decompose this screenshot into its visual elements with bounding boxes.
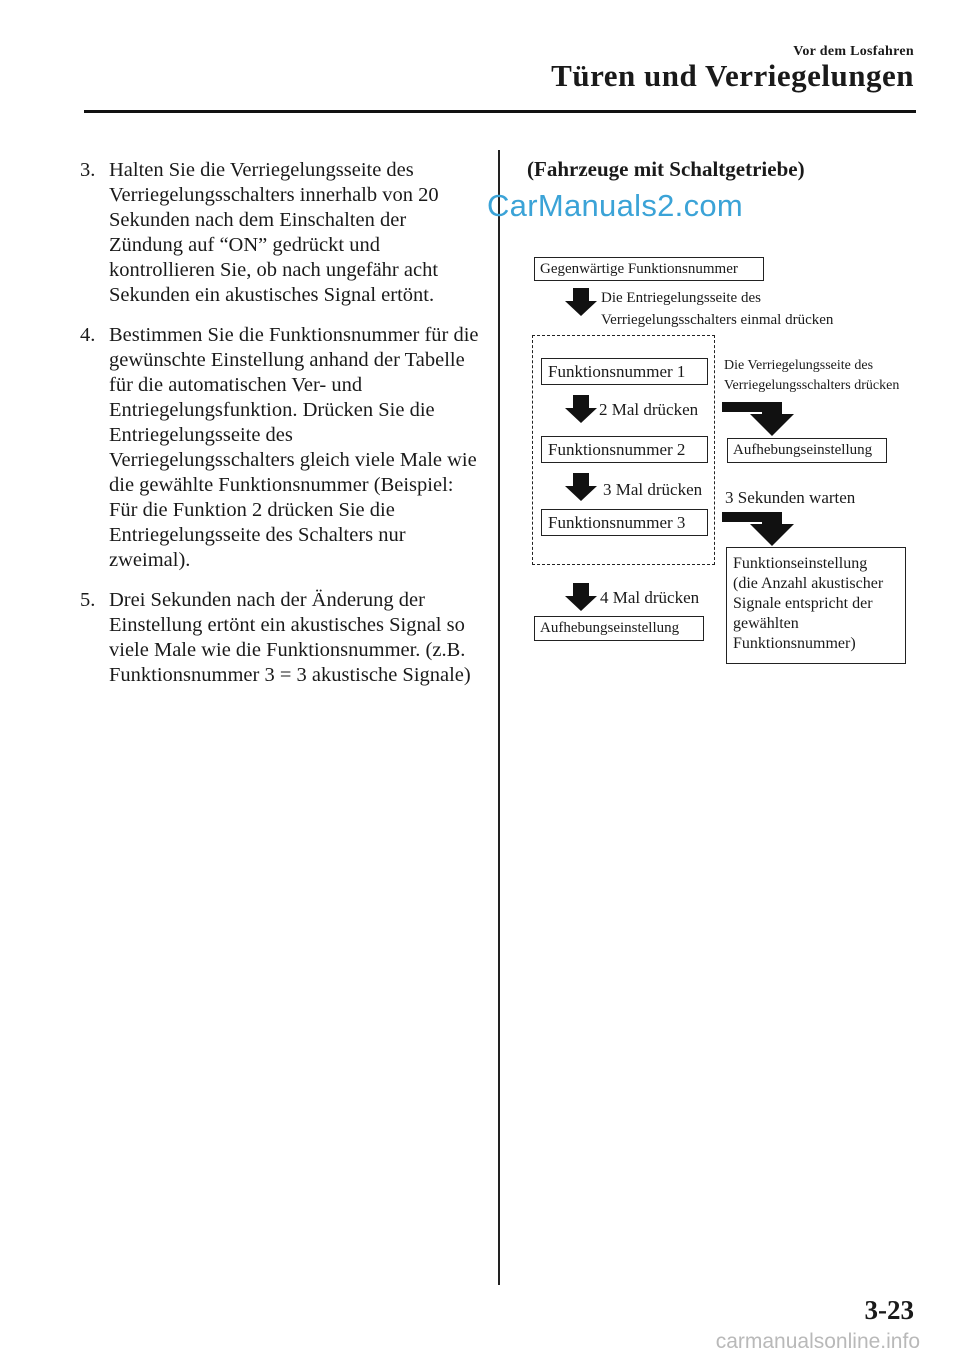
- watermark: CarManuals2.com: [487, 188, 744, 223]
- press-3-label: 3 Mal drücken: [603, 480, 703, 499]
- press-2-label: 2 Mal drücken: [599, 400, 699, 419]
- step-item: [80, 323, 480, 573]
- result-line: gewählten: [733, 615, 799, 632]
- result-line: Signale entspricht der: [733, 595, 873, 612]
- header-rule: [84, 110, 916, 113]
- function-setting-box: [726, 547, 906, 664]
- down-arrow-icon: [563, 473, 599, 501]
- step-number: 5.: [80, 589, 96, 611]
- down-arrow-icon: [563, 288, 599, 316]
- down-arrow-icon: [563, 395, 599, 423]
- step-item: [80, 588, 480, 688]
- press-once-label-line1: Die Entriegelungsseite des: [601, 290, 761, 306]
- lock-press-label-line2: Verriegelungsschalters drücken: [724, 378, 900, 393]
- page-number: 3-23: [864, 1295, 914, 1325]
- column-divider: [498, 150, 500, 1285]
- result-line: Funktionsnummer): [733, 635, 856, 652]
- wait-label: 3 Sekunden warten: [725, 488, 856, 507]
- press-once-label-line2: Verriegelungsschalters einmal drücken: [601, 312, 834, 328]
- lock-press-label-line1: Die Verriegelungsseite des: [724, 358, 874, 373]
- cancel-setting-box-right: Aufhebungseinstellung: [727, 438, 887, 463]
- step-number: 3.: [80, 159, 96, 181]
- diagram-title: (Fahrzeuge mit Schaltgetriebe): [527, 157, 805, 181]
- instruction-steps: [80, 158, 480, 703]
- function-3-box: Funktionsnummer 3: [541, 509, 708, 536]
- function-2-box: Funktionsnummer 2: [541, 436, 708, 463]
- footer-source: carmanualsonline.info: [715, 1330, 920, 1353]
- step-text: Halten Sie die Verriegelungsseite des Verriegelungsschalters innerhalb von 20 Sekunden nach dem Einschalten der Zündung auf “ON” gedrückt und kontrollieren Sie, ob nach ungefähr acht Sekunden ein akustisches Signal ertönt.: [109, 159, 439, 306]
- bent-arrow-icon: [722, 402, 802, 436]
- step-text: Drei Sekunden nach der Änderung der Einstellung ertönt ein akustisches Signal so viele Male wie die Funktionsnummer. (z.B. Funktionsnummer 3 = 3 akustische Signale): [109, 589, 471, 686]
- current-function-box: Gegenwärtige Funktionsnummer: [534, 257, 764, 281]
- function-1-box: Funktionsnummer 1: [541, 358, 708, 385]
- section-header: Vor dem Losfahren: [793, 44, 914, 59]
- result-line: Funktionseinstellung: [733, 555, 868, 572]
- down-arrow-icon: [563, 583, 599, 611]
- bent-arrow-icon: [722, 512, 802, 546]
- page-title: Türen und Verriegelungen: [551, 58, 914, 93]
- cancel-setting-box-bottom: Aufhebungseinstellung: [534, 616, 704, 641]
- step-number: 4.: [80, 324, 96, 346]
- step-text: Bestimmen Sie die Funktionsnummer für die gewünschte Einstellung anhand der Tabelle für die automatischen Ver- und Entriegelungsfunktion. Drücken Sie die Entriegelungsseite des Verriegelungsschalters gleich viele Male wie die gewählte Funktionsnummer (Beispiel: Für die Funktion 2 drücken Sie die Entriegelungsseite des Schalters nur zweimal).: [109, 324, 479, 571]
- press-4-label: 4 Mal drücken: [600, 588, 700, 607]
- result-line: (die Anzahl akustischer: [733, 575, 884, 592]
- step-item: [80, 158, 480, 308]
